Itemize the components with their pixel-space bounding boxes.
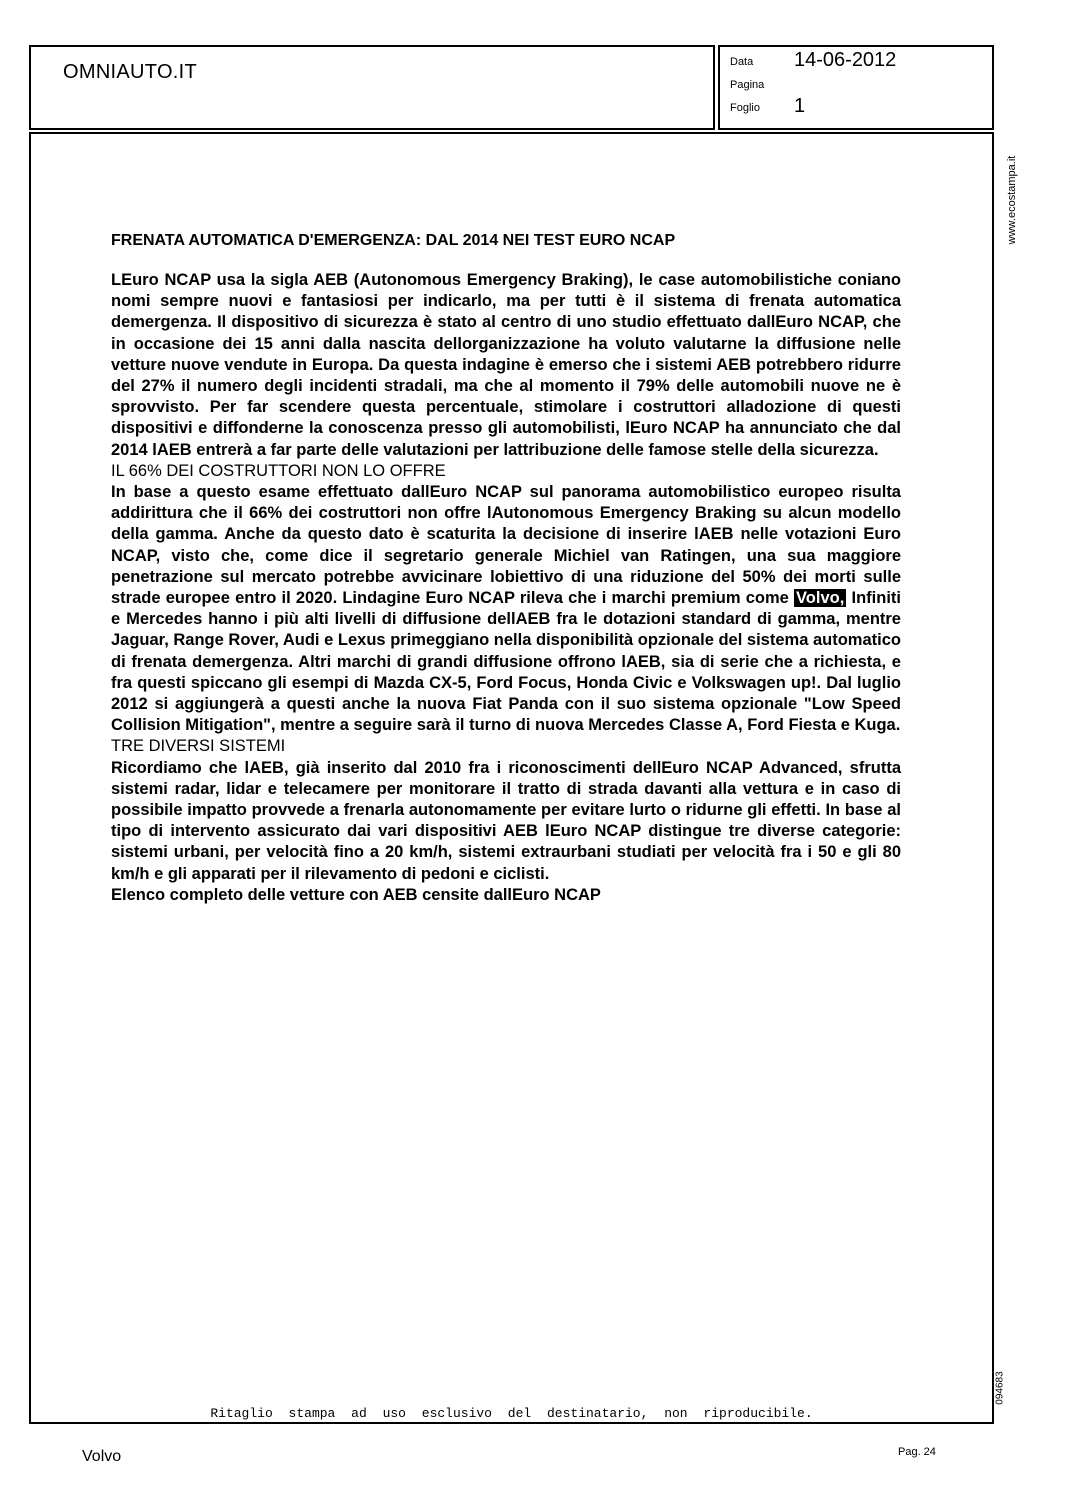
paragraph-1: LEuro NCAP usa la sigla AEB (Autonomous Emergency Braking), le case automobilistiche coniano nomi sempre nuovi e fantasiosi per indicarlo, ma per tutti è il sistema di frenata automatica demergenza. Il dispositivo di sicurezza è stato al centro di uno studio effettuato dallEuro NCAP, che in occasione dei 15 anni dalla nascita dellorganizzazione ha voluto valutarne la diffusione nelle vetture nuove vendute in Europa. Da questa indagine è emerso che i sistemi AEB potrebbero ridurre del 27% il numero degli incidenti stradali, ma che al momento il 79% delle automobili nuove ne è sprovvisto. Per far scendere questa percentuale, stimolare i costruttori alladozione di questi dispositivi e diffonderne la conoscenza presso gli automobilisti, lEuro NCAP ha annunciato che dal 2014 lAEB entrerà a far parte delle valutazioni per lattribuzione delle famose stelle della sicurezza.: [111, 271, 901, 459]
pagina-label: Pagina: [730, 79, 765, 91]
disclaimer: Ritaglio stampa ad uso esclusivo del destinatario, non riproducibile.: [210, 1406, 813, 1421]
article: [111, 232, 901, 906]
header-source-box: [29, 45, 715, 130]
subheading-2: TRE DIVERSI SISTEMI: [111, 737, 286, 756]
paragraph-2-start: In base a questo esame effettuato dallEuro NCAP sul panorama automobilistico europeo risulta addirittura che il 66% dei costruttori non offre lAutonomous Emergency Braking su alcun modello della gamma. Anche da questo dato è scaturita la decisione di inserire lAEB nelle votazioni Euro NCAP, visto che, come dice il segretario generale Michiel van Ratingen, una sua maggiore penetrazione sul mercato potrebbe avvicinare lobiettivo di una riduzione del 50% dei morti sulle strade europee entro il 2020. Lindagine Euro NCAP rileva che i marchi premium come: [111, 483, 901, 608]
header-meta-box: [718, 45, 994, 130]
foglio-value: 1: [794, 95, 806, 117]
page-number: Pag. 24: [898, 1446, 936, 1458]
footer-keyword: Volvo: [82, 1448, 122, 1465]
article-title: FRENATA AUTOMATICA D'EMERGENZA: DAL 2014 NEI TEST EURO NCAP: [111, 232, 676, 249]
clipping-frame: [29, 132, 994, 1424]
paragraph-2: [111, 482, 901, 736]
closing-line: Elenco completo delle vetture con AEB censite dallEuro NCAP: [111, 885, 601, 904]
highlighted-keyword: Volvo,: [796, 589, 845, 608]
paragraph-3: Ricordiamo che lAEB, già inserito dal 2010 fra i riconoscimenti dellEuro NCAP Advanced, sfrutta sistemi radar, lidar e telecamere per monitorare il tratto di strada davanti alla vettura e in caso di possibile impatto provvede a frenarla autonomamente per evitare lurto o ridurne gli effetti. In base al tipo di intervento assicurato dai vari dispositivi AEB lEuro NCAP distingue tre diverse categorie: sistemi urbani, per velocità fino a 20 km/h, sistemi extraurbani studiati per velocità fra i 50 e gli 80 km/h e gli apparati per il rilevamento di pedoni e ciclisti.: [111, 758, 901, 883]
data-value: 14-06-2012: [794, 49, 897, 71]
data-label: Data: [730, 56, 754, 68]
side-code: 094683: [994, 1371, 1006, 1405]
foglio-label: Foglio: [730, 102, 760, 114]
paragraph-2-end: Infiniti e Mercedes hanno i più alti livelli di diffusione dellAEB fra le dotazioni standard di gamma, mentre Jaguar, Range Rover, Audi e Lexus primeggiano nella disponibilità opzionale del sistema automatico di frenata demergenza. Altri marchi di grandi diffusione offrono lAEB, sia di serie che a richiesta, e fra questi spiccano gli esempi di Mazda CX-5, Ford Focus, Honda Civic e Volkswagen up!. Dal luglio 2012 si aggiungerà a questi anche la nuova Fiat Panda con il suo sistema opzionale "Low Speed Collision Mitigation", mentre a seguire sarà il turno di nuova Mercedes Classe A, Ford Fiesta e Kuga.: [111, 589, 901, 735]
subheading-1: IL 66% DEI COSTRUTTORI NON LO OFFRE: [111, 461, 446, 480]
side-url: www.ecostampa.it: [1006, 155, 1018, 245]
source-name: OMNIAUTO.IT: [63, 61, 198, 83]
